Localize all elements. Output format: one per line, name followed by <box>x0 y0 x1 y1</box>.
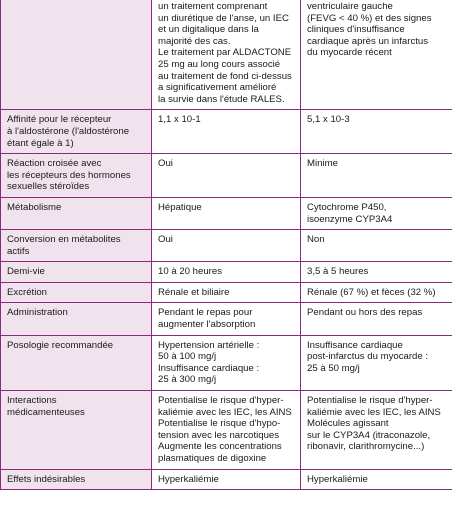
table-row <box>1 335 452 390</box>
cell-line: (FEVG < 40 %) et des signes <box>307 12 432 24</box>
cell-line: Insuffisance cardiaque <box>307 339 403 351</box>
cell-line: kaliémie avec les IEC, les AINS <box>307 406 441 418</box>
cell-line: un traitement comprenant <box>158 1 268 12</box>
table-row <box>1 0 452 110</box>
table-row <box>1 154 452 198</box>
cell-line: actifs <box>7 245 30 257</box>
cell-line: à l'aldostérone (l'aldostérone <box>7 125 130 137</box>
spironolactone-cell <box>152 230 301 262</box>
row-label-cell <box>1 335 152 390</box>
eplerenone-cell <box>301 230 452 262</box>
table-row <box>1 197 452 229</box>
cell-line: les récepteurs des hormones <box>7 169 131 181</box>
eplerenone-cell <box>301 262 452 283</box>
row-label-cell <box>1 230 152 262</box>
spironolactone-cell <box>152 110 301 154</box>
eplerenone-cell <box>301 303 452 335</box>
cell-line: Non <box>307 234 325 246</box>
cell-line: et un digitalique dans la <box>158 24 259 36</box>
cell-line: Administration <box>7 307 68 319</box>
cell-line: Pendant ou hors des repas <box>307 307 423 319</box>
cell-line: Métabolisme <box>7 201 62 213</box>
cell-line: Affinité pour le récepteur <box>7 114 112 126</box>
cell-line: 50 à 100 mg/j <box>158 351 217 363</box>
spironolactone-cell <box>152 391 301 470</box>
table-row <box>1 262 452 283</box>
row-label-cell <box>1 303 152 335</box>
spironolactone-cell <box>152 303 301 335</box>
cell-line: Interactions <box>7 395 57 407</box>
cell-line: Hépatique <box>158 201 202 213</box>
cell-line: Minime <box>307 158 338 170</box>
cell-line: sur le CYP3A4 (itraconazole, <box>307 429 431 441</box>
eplerenone-cell <box>301 391 452 470</box>
cell-line: 1,1 x 10-1 <box>158 114 201 126</box>
cell-line: post-infarctus du myocarde : <box>307 351 429 363</box>
eplerenone-cell <box>301 0 452 110</box>
eplerenone-cell <box>301 110 452 154</box>
spironolactone-cell <box>152 282 301 303</box>
cell-line: 10 à 20 heures <box>158 266 223 278</box>
eplerenone-cell <box>301 282 452 303</box>
cell-line: médicamenteuses <box>7 406 85 418</box>
cell-line: étant égale à 1) <box>7 137 74 149</box>
cell-line: Potentialise le risque d'hypo- <box>158 418 281 430</box>
cell-line: a significativement amélioré <box>158 82 277 94</box>
cell-line: Rénale et biliaire <box>158 286 230 298</box>
cell-line: Pendant le repas pour <box>158 307 253 319</box>
table-row <box>1 303 452 335</box>
cell-line: Potentialise le risque d'hyper- <box>158 395 284 407</box>
cell-line: cliniques d'insuffisance <box>307 24 405 36</box>
cell-line: du myocarde récent <box>307 47 392 59</box>
cell-line: Excrétion <box>7 286 47 298</box>
cell-line: cardiaque après un infarctus <box>307 35 429 47</box>
cell-line: Oui <box>158 158 173 170</box>
eplerenone-cell <box>301 197 452 229</box>
eplerenone-cell <box>301 335 452 390</box>
cell-line: ventriculaire gauche <box>307 1 393 12</box>
cell-line: Conversion en métabolites <box>7 234 121 246</box>
spironolactone-cell <box>152 335 301 390</box>
table-row <box>1 282 452 303</box>
cell-line: Réaction croisée avec <box>7 158 102 170</box>
eplerenone-cell <box>301 154 452 198</box>
cell-line: Demi-vie <box>7 266 45 278</box>
row-label-cell <box>1 391 152 470</box>
cell-line: Potentialise le risque d'hyper- <box>307 395 433 407</box>
table-row <box>1 469 452 490</box>
cell-line: Rénale (67 %) et fèces (32 %) <box>307 286 436 298</box>
table-row <box>1 230 452 262</box>
cell-line: 25 à 300 mg/j <box>158 374 217 386</box>
cell-line: 3,5 à 5 heures <box>307 266 369 278</box>
cell-line: majorité des cas. <box>158 35 231 47</box>
cell-line: Oui <box>158 234 173 246</box>
cell-line: la survie dans l'étude RALES. <box>158 93 285 105</box>
cell-line: Hypertension artérielle : <box>158 339 260 351</box>
cell-line: 25 à 50 mg/j <box>307 362 360 374</box>
table-row <box>1 391 452 470</box>
cell-line: plasmatiques de digoxine <box>158 453 267 464</box>
row-label-cell <box>1 282 152 303</box>
table-row <box>1 110 452 154</box>
cell-line: Molécules agissant <box>307 418 389 430</box>
spironolactone-cell <box>152 469 301 490</box>
spironolactone-cell <box>152 154 301 198</box>
spironolactone-cell <box>152 262 301 283</box>
cell-line: 5,1 x 10-3 <box>307 114 350 126</box>
cell-line: tension avec les narcotiques <box>158 429 280 441</box>
cell-line: Hyperkaliémie <box>307 473 368 485</box>
row-label-cell <box>1 197 152 229</box>
comparison-table-body <box>1 0 452 490</box>
cell-line: Cytochrome P450, <box>307 201 387 213</box>
row-label-cell <box>1 0 152 110</box>
cell-line: Insuffisance cardiaque : <box>158 362 260 374</box>
cell-line: Hyperkaliémie <box>158 473 219 485</box>
cell-line: Effets indésirables <box>7 473 86 485</box>
spironolactone-cell <box>152 197 301 229</box>
row-label-cell <box>1 154 152 198</box>
cell-line: 25 mg au long cours associé <box>158 58 281 70</box>
eplerenone-cell <box>301 469 452 490</box>
cell-line: Posologie recommandée <box>7 339 114 351</box>
cell-line: isoenzyme CYP3A4 <box>307 213 393 225</box>
row-label-cell <box>1 469 152 490</box>
row-label-cell <box>1 262 152 283</box>
row-label-cell <box>1 110 152 154</box>
cell-line: au traitement de fond ci-dessus <box>158 70 292 82</box>
cell-line: augmenter l'absorption <box>158 319 256 331</box>
spironolactone-cell <box>152 0 301 110</box>
cell-line: sexuelles stéroïdes <box>7 181 90 193</box>
cell-line: Augmente les concentrations <box>158 441 282 453</box>
cell-line: Le traitement par ALDACTONE <box>158 47 292 59</box>
cell-line: ribonavir, clarithromycine...) <box>307 441 425 453</box>
cell-line: un diurétique de l'anse, un IEC <box>158 12 289 24</box>
cell-line: kaliémie avec les IEC, les AINS <box>158 406 292 418</box>
